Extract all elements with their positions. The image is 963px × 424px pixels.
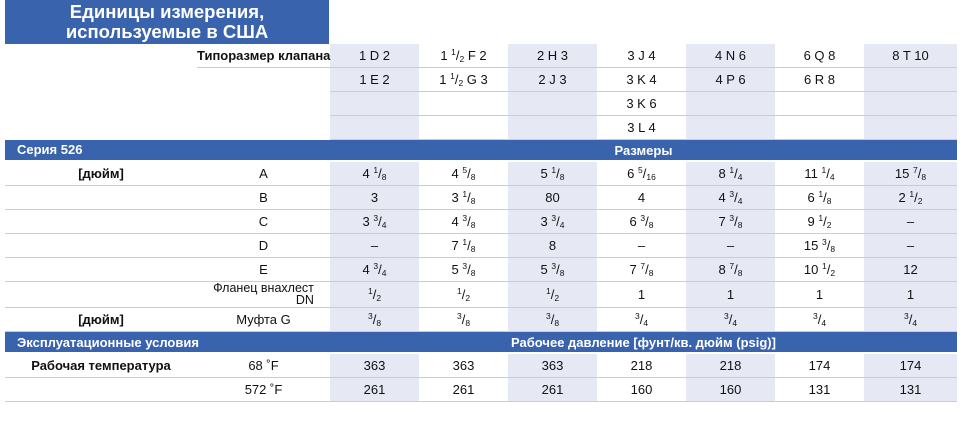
dimension-value: 80 [508,186,597,210]
pressure-value: 160 [597,378,686,402]
valve-size-cell: 3 L 4 [597,116,686,140]
dimension-value: $^3/_8$ [508,308,597,332]
table-row [5,116,957,140]
inch-unit-label: [дюйм] [5,308,197,332]
dimension-value: 15 $^3/_8$ [775,234,864,258]
table-row [5,353,957,378]
dimension-value: – [864,234,957,258]
dimension-label [197,282,330,308]
temperature-value: 68 ˚F [197,353,330,378]
pressure-value: 363 [330,353,419,378]
pressure-value: 131 [864,378,957,402]
empty-cell [5,258,197,282]
valve-size-cell: 3 K 6 [597,92,686,116]
empty-cell [5,282,197,308]
dimension-value: 4 [597,186,686,210]
valve-size-cell [330,116,419,140]
valve-size-cell [508,92,597,116]
table-row [5,186,957,210]
valve-size-cell: 1 D 2 [330,44,419,68]
table-row [5,282,957,308]
dimension-value: 11 $^1/_4$ [775,161,864,186]
dimension-label: A [197,161,330,186]
dimension-value: $^3/_4$ [597,308,686,332]
dimension-label-line2: DN [295,293,314,307]
valve-size-cell: 4 N 6 [686,44,775,68]
pressure-value: 363 [419,353,508,378]
valve-size-cell: 2 J 3 [508,68,597,92]
dimension-value: 5 $^3/_8$ [508,258,597,282]
table-row [5,44,957,68]
dimension-value: 1 [775,282,864,308]
dimensions-label: Размеры [330,140,957,162]
dimension-value: $^3/_4$ [686,308,775,332]
dimension-label: B [197,186,330,210]
valve-size-cell [864,92,957,116]
valve-size-cell: 6 Q 8 [775,44,864,68]
dimension-value: – [864,210,957,234]
dimension-value: 7 $^3/_8$ [686,210,775,234]
valve-size-cell: 4 P 6 [686,68,775,92]
dimension-label-line1: Фланец внахлест [213,281,314,295]
dimension-value: 6 $^5/_{16}$ [597,161,686,186]
dimension-value: 3 $^3/_4$ [508,210,597,234]
dimension-value: 3 $^3/_4$ [330,210,419,234]
dimension-value: 7 $^7/_8$ [597,258,686,282]
valve-size-cell [775,92,864,116]
dimension-value: $^1/_2$ [419,282,508,308]
pressure-value: 363 [508,353,597,378]
dimension-value: 10 $^1/_2$ [775,258,864,282]
dimension-value: 7 $^1/_8$ [419,234,508,258]
pressure-value: 174 [864,353,957,378]
page-title [5,0,329,44]
dimension-value: 8 $^7/_8$ [686,258,775,282]
dimension-value: $^3/_4$ [864,308,957,332]
series-label: Серия 526 [5,140,330,162]
valve-size-cell [330,92,419,116]
dimension-value: 8 $^1/_4$ [686,161,775,186]
dimension-value: 5 $^1/_8$ [508,161,597,186]
series-header-row [5,140,957,162]
dimension-value: – [597,234,686,258]
dimension-value: $^3/_8$ [330,308,419,332]
dimension-value: 1 [864,282,957,308]
empty-cell [5,44,197,68]
dimension-label: E [197,258,330,282]
temperature-label: Рабочая температура [5,353,197,378]
dimension-label: Муфта G [197,308,330,332]
valve-size-cell: 3 K 4 [597,68,686,92]
specs-table [5,44,957,402]
pressure-value: 218 [686,353,775,378]
empty-cell [5,92,197,116]
dimension-value: 12 [864,258,957,282]
empty-cell [197,116,330,140]
dimension-value: 1 [686,282,775,308]
empty-cell [5,378,197,402]
dimension-value: – [686,234,775,258]
pressure-value: 174 [775,353,864,378]
valve-size-cell: 1 E 2 [330,68,419,92]
dimension-value: $^3/_4$ [775,308,864,332]
pressure-value: 131 [775,378,864,402]
dimension-value: 3 [330,186,419,210]
table-row [5,258,957,282]
valve-size-cell [686,116,775,140]
valve-size-cell: 1 $^1/_2$ G 3 [419,68,508,92]
dimension-value: $^1/_2$ [330,282,419,308]
pressure-value: 261 [330,378,419,402]
dimension-value: 1 [597,282,686,308]
pressure-value: 261 [508,378,597,402]
dimension-value: 6 $^1/_8$ [775,186,864,210]
temperature-value: 572 ˚F [197,378,330,402]
valve-size-cell: 2 H 3 [508,44,597,68]
title-line-1: Единицы измерения, [69,1,265,22]
table-row [5,234,957,258]
valve-size-cell [775,116,864,140]
empty-cell [197,68,330,92]
dimension-value: 5 $^3/_8$ [419,258,508,282]
dimension-label: C [197,210,330,234]
empty-cell [5,68,197,92]
empty-cell [5,210,197,234]
valve-size-cell [864,116,957,140]
dimension-value: 4 $^5/_8$ [419,161,508,186]
dimension-value: 3 $^1/_8$ [419,186,508,210]
operating-conditions-label: Эксплуатационные условия [5,332,330,354]
dimension-value: – [330,234,419,258]
dimension-value: 15 $^7/_8$ [864,161,957,186]
empty-cell [5,186,197,210]
valve-size-cell [419,92,508,116]
pressure-value: 261 [419,378,508,402]
valve-size-cell: 6 R 8 [775,68,864,92]
valve-size-cell: 3 J 4 [597,44,686,68]
pressure-label: Рабочее давление [фунт/кв. дюйм (psig)] [330,332,957,354]
inch-unit-label: [дюйм] [5,161,197,186]
table-row [5,378,957,402]
dimension-value: 4 $^1/_8$ [330,161,419,186]
pressure-value: 218 [597,353,686,378]
dimension-value: 8 [508,234,597,258]
table-row [5,161,957,186]
dimension-value: 4 $^3/_8$ [419,210,508,234]
operating-header-row [5,332,957,354]
dimension-value: $^3/_8$ [419,308,508,332]
dimension-label: D [197,234,330,258]
empty-cell [5,234,197,258]
valve-size-cell [508,116,597,140]
dimension-value: 4 $^3/_4$ [686,186,775,210]
table-row [5,68,957,92]
dimension-value: 9 $^1/_2$ [775,210,864,234]
valve-size-cell: 1 $^1/_2$ F 2 [419,44,508,68]
valve-size-cell [686,92,775,116]
title-line-2: используемые в США [65,21,269,42]
dimension-value: 6 $^3/_8$ [597,210,686,234]
valve-size-cell: 8 T 10 [864,44,957,68]
valve-size-cell [419,116,508,140]
pressure-value: 160 [686,378,775,402]
dimension-value: 2 $^1/_2$ [864,186,957,210]
table-row [5,210,957,234]
empty-cell [5,116,197,140]
table-row [5,308,957,332]
table-row [5,92,957,116]
valve-size-label: Типоразмер клапана [197,44,330,68]
empty-cell [197,92,330,116]
dimension-value: $^1/_2$ [508,282,597,308]
valve-size-cell [864,68,957,92]
dimension-value: 4 $^3/_4$ [330,258,419,282]
